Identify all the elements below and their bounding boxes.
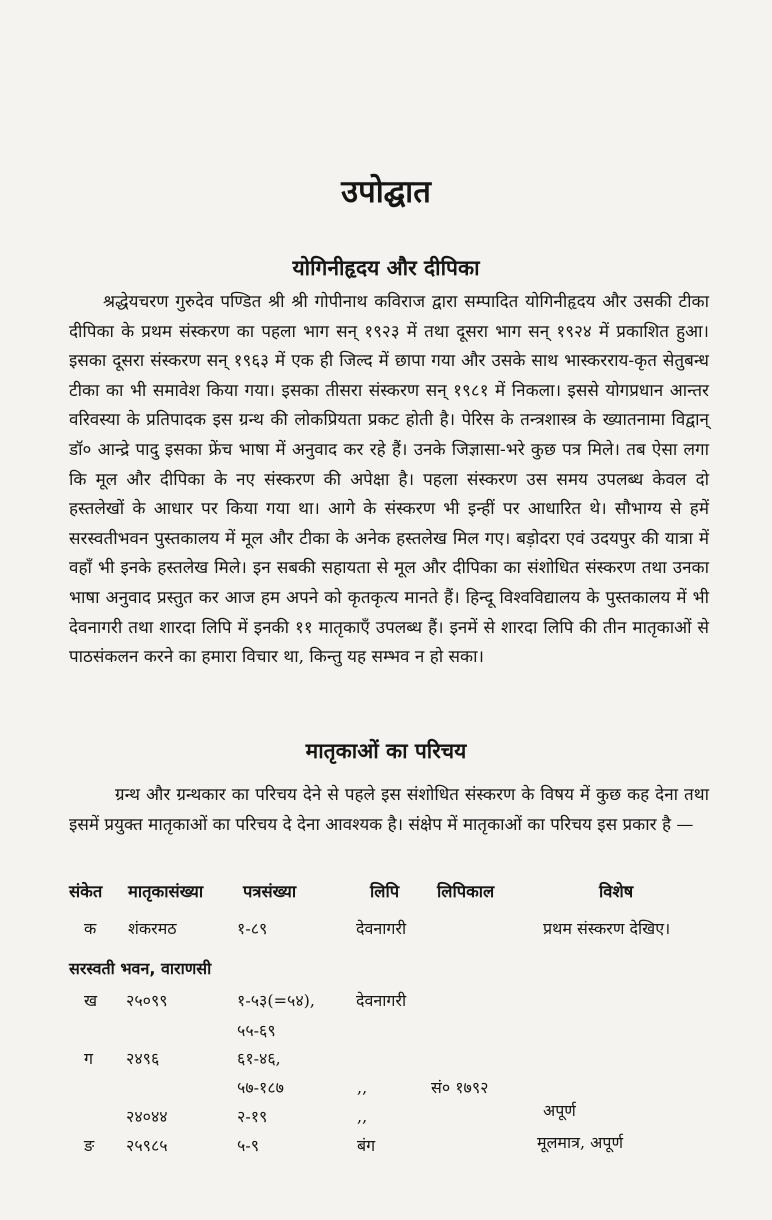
table-cell: १-५३(=५४), xyxy=(237,991,315,1010)
col-header-sanket: संकेत xyxy=(69,882,103,901)
table-cell: क xyxy=(84,919,97,938)
table-cell: देवनागरी xyxy=(356,919,407,938)
table-cell: ५-९ xyxy=(237,1136,260,1155)
table-cell: ५५-६९ xyxy=(237,1021,276,1040)
intro-paragraph-text: श्रद्धेयचरण गुरुदेव पण्डित श्री श्री गोपीनाथ कविराज द्वारा सम्पादित योगिनीहृदय और उसकी टीका दीपिका के प्रथम संस्करण का पहला भाग सन् १९२३ में तथा दूसरा भाग सन् १९२४ में प्रकाशित हुआ। इसका दूसरा संस्करण सन् १९६३ में एक ही जिल्द में छापा गया और उसके साथ भास्करराय-कृत सेतुबन्ध टीका का भी समावेश किया गया। इसका तीसरा संस्करण सन् १९८१ में निकला। इससे योगप्रधान आन्तर वरिवस्या के प्रतिपादक इस ग्रन्थ की लोकप्रियता प्रकट होती है। पेरिस के तन्त्रशास्त्र के ख्यातनामा विद्वान् डॉ० आन्द्रे पादु इसका फ्रेंच भाषा में अनुवाद कर रहे हैं। उनके जिज्ञासा-भरे कुछ पत्र मिले। तब ऐसा लगा कि मूल और दीपिका के नए संस्करण की अपेक्षा है। पहला संस्करण उस समय उपलब्ध केवल दो हस्तलेखों के आधार पर किया गया था। आगे के संस्करण भी इन्हीं पर आधारित थे। सौभाग्य से हमें सरस्वतीभवन पुस्तकालय में मूल और टीका के अनेक हस्तलेख मिल गए। बड़ोदरा एवं उदयपुर की यात्रा में वहाँ भी इनके हस्तलेख मिले। इन सबकी सहायता से मूल और दीपिका का संशोधित संस्करण तथा उनका भाषा अनुवाद प्रस्तुत कर आज हम अपने को कृतकृत्य मानते हैं। हिन्दू विश्वविद्यालय के पुस्तकालय में भी देवनागरी तथा शारदा लिपि में इनकी ११ मातृकाएँ उपलब्ध हैं। इनमें से शारदा लिपि की तीन मातृकाओं से पाठसंकलन करने का हमारा विचार था, किन्तु यह सम्भव न हो सका। xyxy=(69,292,709,668)
table-cell: सं० १७९२ xyxy=(431,1078,489,1097)
table-cell: ,, xyxy=(357,1107,368,1126)
table-cell: २४९६ xyxy=(126,1049,160,1068)
matrika-paragraph xyxy=(69,781,709,840)
section-label-saraswati-bhavan: सरस्वती भवन, वाराणसी xyxy=(69,959,212,978)
table-cell: बंग xyxy=(357,1136,376,1155)
table-cell: शंकरमठ xyxy=(128,919,177,938)
table-cell: २-१९ xyxy=(237,1107,268,1126)
intro-paragraph xyxy=(69,288,709,673)
table-cell: प्रथम संस्करण देखिए। xyxy=(543,919,671,938)
table-cell: २५९८५ xyxy=(126,1136,168,1155)
page-title: उपोद्घात xyxy=(341,174,431,210)
table-cell: ख xyxy=(84,991,98,1010)
table-cell: अपूर्ण xyxy=(543,1101,576,1120)
table-cell: २५०९९ xyxy=(126,991,168,1010)
table-cell: ,, xyxy=(357,1078,368,1097)
table-cell: ६१-४६, xyxy=(237,1049,281,1068)
section-heading-matrika: मातृकाओं का परिचय xyxy=(305,739,467,763)
table-cell: मूलमात्र, अपूर्ण xyxy=(537,1133,624,1152)
table-cell: ग xyxy=(84,1049,94,1068)
table-cell: देवनागरी xyxy=(356,991,407,1010)
table-cell: ५७-१८७ xyxy=(237,1078,285,1097)
col-header-matrika-sankhya: मातृकासंख्या xyxy=(128,882,204,901)
col-header-lipi: लिपि xyxy=(370,882,400,901)
col-header-patra-sankhya: पत्रसंख्या xyxy=(243,882,297,901)
table-cell: ङ xyxy=(84,1136,95,1155)
matrika-paragraph-text: ग्रन्थ और ग्रन्थकार का परिचय देने से पहले इस संशोधित संस्करण के विषय में कुछ कह देना तथा इसमें प्रयुक्त मातृकाओं का परिचय दे देना आवश्यक है। संक्षेप में मातृकाओं का परिचय इस प्रकार है — xyxy=(69,785,709,835)
table-cell: १-८९ xyxy=(237,919,268,938)
col-header-lipikal: लिपिकाल xyxy=(437,882,495,901)
section-heading-yoginihridaya: योगिनीहृदय और दीपिका xyxy=(292,256,480,280)
col-header-vishesh: विशेष xyxy=(599,882,634,901)
table-cell: २४०४४ xyxy=(126,1107,168,1126)
